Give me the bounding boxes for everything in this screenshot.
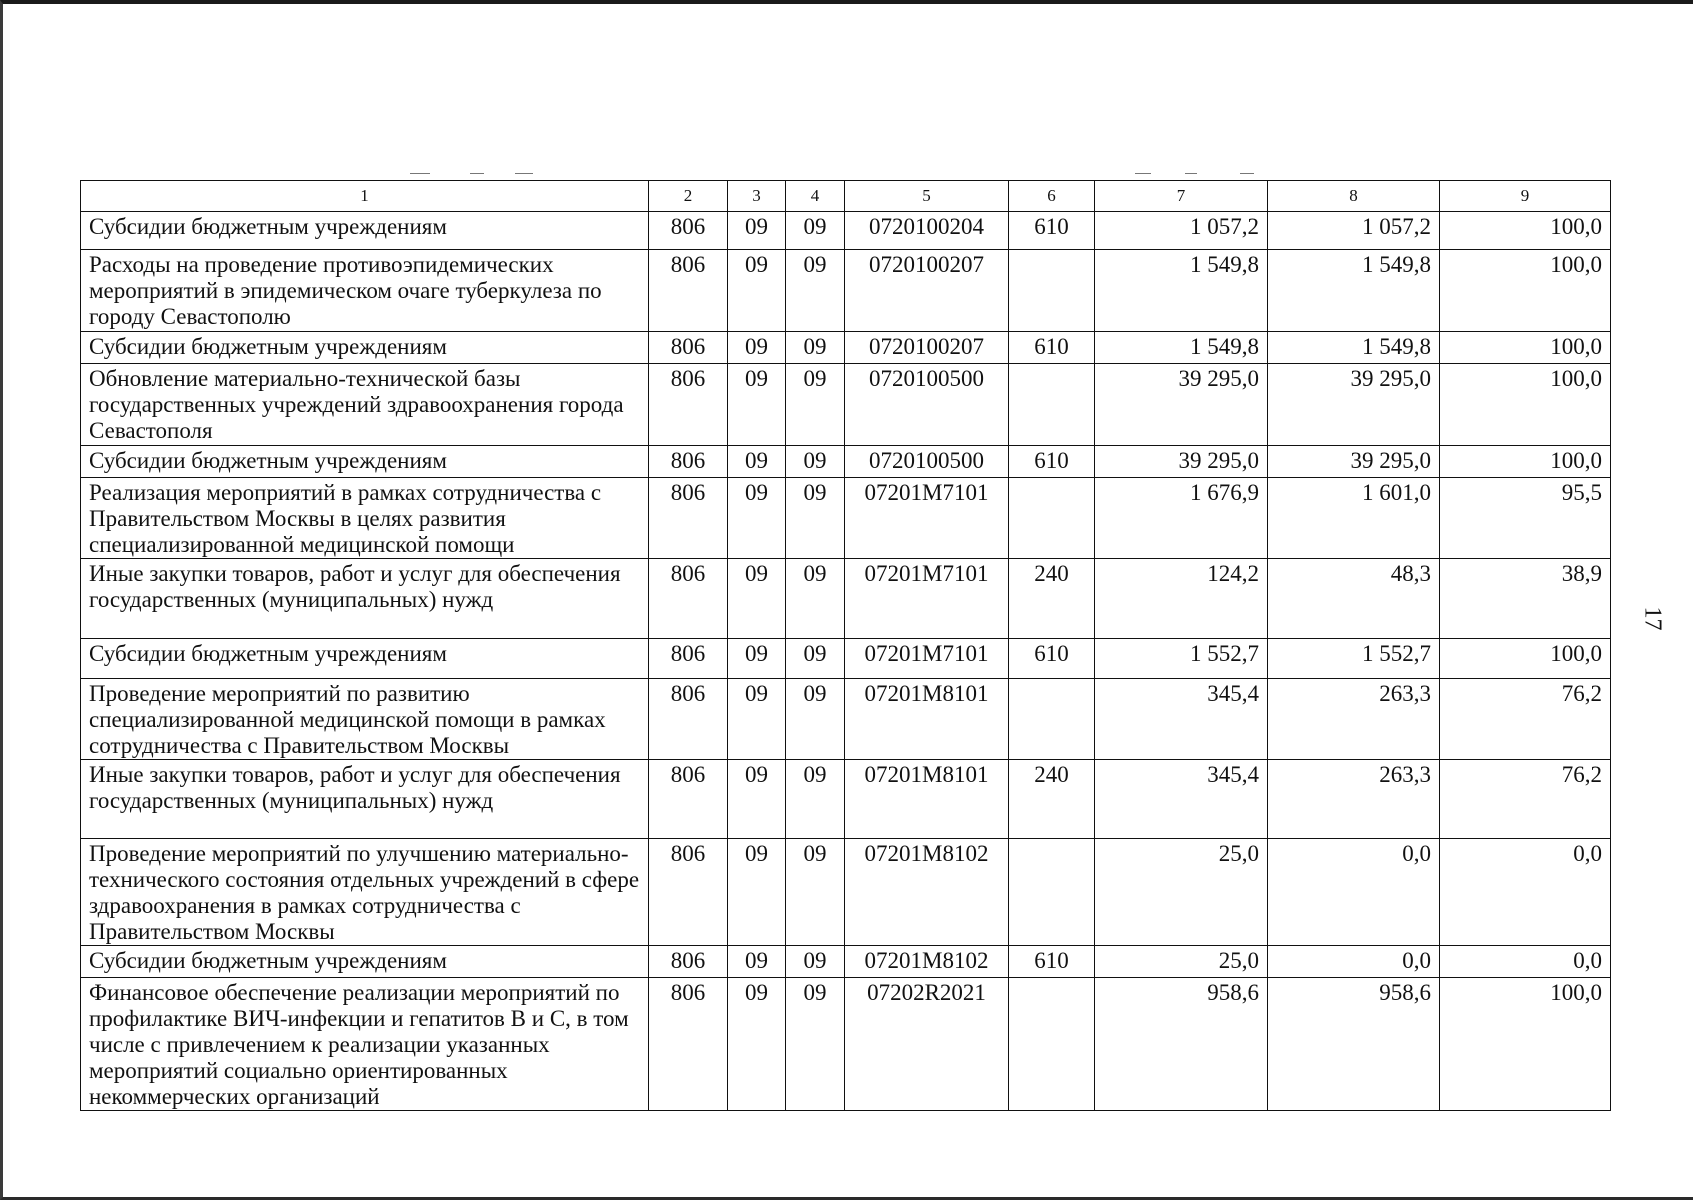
cell-expense-type <box>1009 679 1095 760</box>
table-row <box>81 760 1611 839</box>
cell-subsection: 09 <box>786 478 845 559</box>
cell-ministry: 806 <box>649 946 728 978</box>
cell-target-code: 07201M8101 <box>845 679 1009 760</box>
cell-section: 09 <box>728 946 786 978</box>
cell-ministry: 806 <box>649 446 728 478</box>
column-header: 2 <box>649 181 728 212</box>
column-header: 5 <box>845 181 1009 212</box>
cell-ministry: 806 <box>649 478 728 559</box>
row-name: Реализация мероприятий в рамках сотрудничества с Правительством Москвы в целях развития специализированной медицинской помощи <box>81 478 649 559</box>
cell-expense-type: 240 <box>1009 760 1095 839</box>
cell-actual: 39 295,0 <box>1268 364 1440 446</box>
cell-ministry: 806 <box>649 679 728 760</box>
cell-ministry: 806 <box>649 639 728 679</box>
row-name: Расходы на проведение противоэпидемических мероприятий в эпидемическом очаге туберкулеза по городу Севастополю <box>81 250 649 332</box>
column-header: 4 <box>786 181 845 212</box>
cell-section: 09 <box>728 446 786 478</box>
cell-actual: 263,3 <box>1268 679 1440 760</box>
column-header: 3 <box>728 181 786 212</box>
cell-percent: 95,5 <box>1440 478 1611 559</box>
cell-target-code: 0720100500 <box>845 364 1009 446</box>
cell-planned: 25,0 <box>1095 839 1268 946</box>
table-row <box>81 250 1611 332</box>
cell-ministry: 806 <box>649 364 728 446</box>
table-row <box>81 446 1611 478</box>
cell-expense-type: 610 <box>1009 639 1095 679</box>
cell-target-code: 07201M8102 <box>845 839 1009 946</box>
table-row <box>81 478 1611 559</box>
cell-actual: 1 549,8 <box>1268 332 1440 364</box>
table-row <box>81 559 1611 639</box>
cell-target-code: 0720100204 <box>845 212 1009 250</box>
cell-section: 09 <box>728 212 786 250</box>
cell-subsection: 09 <box>786 446 845 478</box>
row-name: Субсидии бюджетным учреждениям <box>81 639 649 679</box>
cell-planned: 25,0 <box>1095 946 1268 978</box>
cell-subsection: 09 <box>786 639 845 679</box>
header-row <box>81 181 1611 212</box>
cell-actual: 1 552,7 <box>1268 639 1440 679</box>
cell-expense-type: 610 <box>1009 446 1095 478</box>
table-row <box>81 639 1611 679</box>
cell-section: 09 <box>728 332 786 364</box>
cell-subsection: 09 <box>786 978 845 1111</box>
cell-percent: 0,0 <box>1440 946 1611 978</box>
cell-planned: 345,4 <box>1095 760 1268 839</box>
cell-section: 09 <box>728 250 786 332</box>
cell-section: 09 <box>728 478 786 559</box>
cell-planned: 39 295,0 <box>1095 446 1268 478</box>
cell-target-code: 0720100207 <box>845 332 1009 364</box>
cell-subsection: 09 <box>786 760 845 839</box>
cell-percent: 100,0 <box>1440 446 1611 478</box>
cell-subsection: 09 <box>786 839 845 946</box>
cell-percent: 76,2 <box>1440 679 1611 760</box>
cell-planned: 1 549,8 <box>1095 250 1268 332</box>
budget-table <box>80 180 1611 1111</box>
cell-subsection: 09 <box>786 250 845 332</box>
cell-section: 09 <box>728 760 786 839</box>
column-header: 1 <box>81 181 649 212</box>
row-name: Субсидии бюджетным учреждениям <box>81 212 649 250</box>
column-header: 8 <box>1268 181 1440 212</box>
row-name: Финансовое обеспечение реализации мероприятий по профилактике ВИЧ-инфекции и гепатитов В и С, в том числе с привлечением к реализации указанных мероприятий социально ориентированных некоммерческих организаций <box>81 978 649 1111</box>
cell-expense-type <box>1009 839 1095 946</box>
row-name: Субсидии бюджетным учреждениям <box>81 946 649 978</box>
cell-planned: 1 552,7 <box>1095 639 1268 679</box>
cell-ministry: 806 <box>649 212 728 250</box>
cell-ministry: 806 <box>649 250 728 332</box>
cell-target-code: 07201M7101 <box>845 478 1009 559</box>
column-header: 7 <box>1095 181 1268 212</box>
cell-section: 09 <box>728 559 786 639</box>
cell-planned: 1 057,2 <box>1095 212 1268 250</box>
cell-percent: 100,0 <box>1440 250 1611 332</box>
cell-planned: 39 295,0 <box>1095 364 1268 446</box>
page-number: 17 <box>1639 606 1666 631</box>
row-name: Обновление материально-технической базы государственных учреждений здравоохранения города Севастополя <box>81 364 649 446</box>
cell-target-code: 07201M8101 <box>845 760 1009 839</box>
row-name: Иные закупки товаров, работ и услуг для обеспечения государственных (муниципальных) нужд <box>81 559 649 639</box>
cell-actual: 1 057,2 <box>1268 212 1440 250</box>
cell-planned: 124,2 <box>1095 559 1268 639</box>
cell-ministry: 806 <box>649 332 728 364</box>
cell-planned: 1 549,8 <box>1095 332 1268 364</box>
cell-subsection: 09 <box>786 946 845 978</box>
cell-target-code: 0720100500 <box>845 446 1009 478</box>
cell-ministry: 806 <box>649 559 728 639</box>
column-header: 9 <box>1440 181 1611 212</box>
cell-percent: 100,0 <box>1440 364 1611 446</box>
cell-actual: 0,0 <box>1268 946 1440 978</box>
cell-percent: 76,2 <box>1440 760 1611 839</box>
cell-planned: 1 676,9 <box>1095 478 1268 559</box>
cell-actual: 0,0 <box>1268 839 1440 946</box>
cell-expense-type: 610 <box>1009 212 1095 250</box>
table-row <box>81 946 1611 978</box>
cell-percent: 0,0 <box>1440 839 1611 946</box>
cell-percent: 100,0 <box>1440 212 1611 250</box>
row-name: Субсидии бюджетным учреждениям <box>81 332 649 364</box>
table-row <box>81 364 1611 446</box>
row-name: Проведение мероприятий по улучшению материально-технического состояния отдельных учреждений в сфере здравоохранения в рамках сотрудничества с Правительством Москвы <box>81 839 649 946</box>
table-row <box>81 679 1611 760</box>
table-row <box>81 212 1611 250</box>
column-header: 6 <box>1009 181 1095 212</box>
cell-section: 09 <box>728 679 786 760</box>
cell-expense-type <box>1009 250 1095 332</box>
cell-expense-type: 610 <box>1009 946 1095 978</box>
cell-expense-type <box>1009 364 1095 446</box>
cell-subsection: 09 <box>786 332 845 364</box>
row-name: Субсидии бюджетным учреждениям <box>81 446 649 478</box>
cell-target-code: 0720100207 <box>845 250 1009 332</box>
cell-subsection: 09 <box>786 212 845 250</box>
cell-actual: 1 601,0 <box>1268 478 1440 559</box>
cell-ministry: 806 <box>649 978 728 1111</box>
cell-section: 09 <box>728 364 786 446</box>
cell-actual: 1 549,8 <box>1268 250 1440 332</box>
cell-subsection: 09 <box>786 364 845 446</box>
cell-ministry: 806 <box>649 760 728 839</box>
cell-percent: 100,0 <box>1440 332 1611 364</box>
table-row <box>81 978 1611 1111</box>
cell-section: 09 <box>728 978 786 1111</box>
cell-planned: 958,6 <box>1095 978 1268 1111</box>
cell-percent: 38,9 <box>1440 559 1611 639</box>
cell-planned: 345,4 <box>1095 679 1268 760</box>
cell-target-code: 07202R2021 <box>845 978 1009 1111</box>
cell-expense-type: 240 <box>1009 559 1095 639</box>
cell-subsection: 09 <box>786 679 845 760</box>
table-body <box>81 212 1611 1111</box>
row-name: Проведение мероприятий по развитию специализированной медицинской помощи в рамках сотрудничества с Правительством Москвы <box>81 679 649 760</box>
cell-ministry: 806 <box>649 839 728 946</box>
row-name: Иные закупки товаров, работ и услуг для обеспечения государственных (муниципальных) нужд <box>81 760 649 839</box>
cell-actual: 263,3 <box>1268 760 1440 839</box>
cell-target-code: 07201M8102 <box>845 946 1009 978</box>
cell-subsection: 09 <box>786 559 845 639</box>
cell-expense-type <box>1009 978 1095 1111</box>
cell-target-code: 07201M7101 <box>845 639 1009 679</box>
cell-percent: 100,0 <box>1440 639 1611 679</box>
cell-section: 09 <box>728 839 786 946</box>
cell-target-code: 07201M7101 <box>845 559 1009 639</box>
cell-actual: 48,3 <box>1268 559 1440 639</box>
table-row <box>81 332 1611 364</box>
cell-expense-type: 610 <box>1009 332 1095 364</box>
table-row <box>81 839 1611 946</box>
cell-actual: 39 295,0 <box>1268 446 1440 478</box>
cell-section: 09 <box>728 639 786 679</box>
cell-actual: 958,6 <box>1268 978 1440 1111</box>
cell-expense-type <box>1009 478 1095 559</box>
cell-percent: 100,0 <box>1440 978 1611 1111</box>
